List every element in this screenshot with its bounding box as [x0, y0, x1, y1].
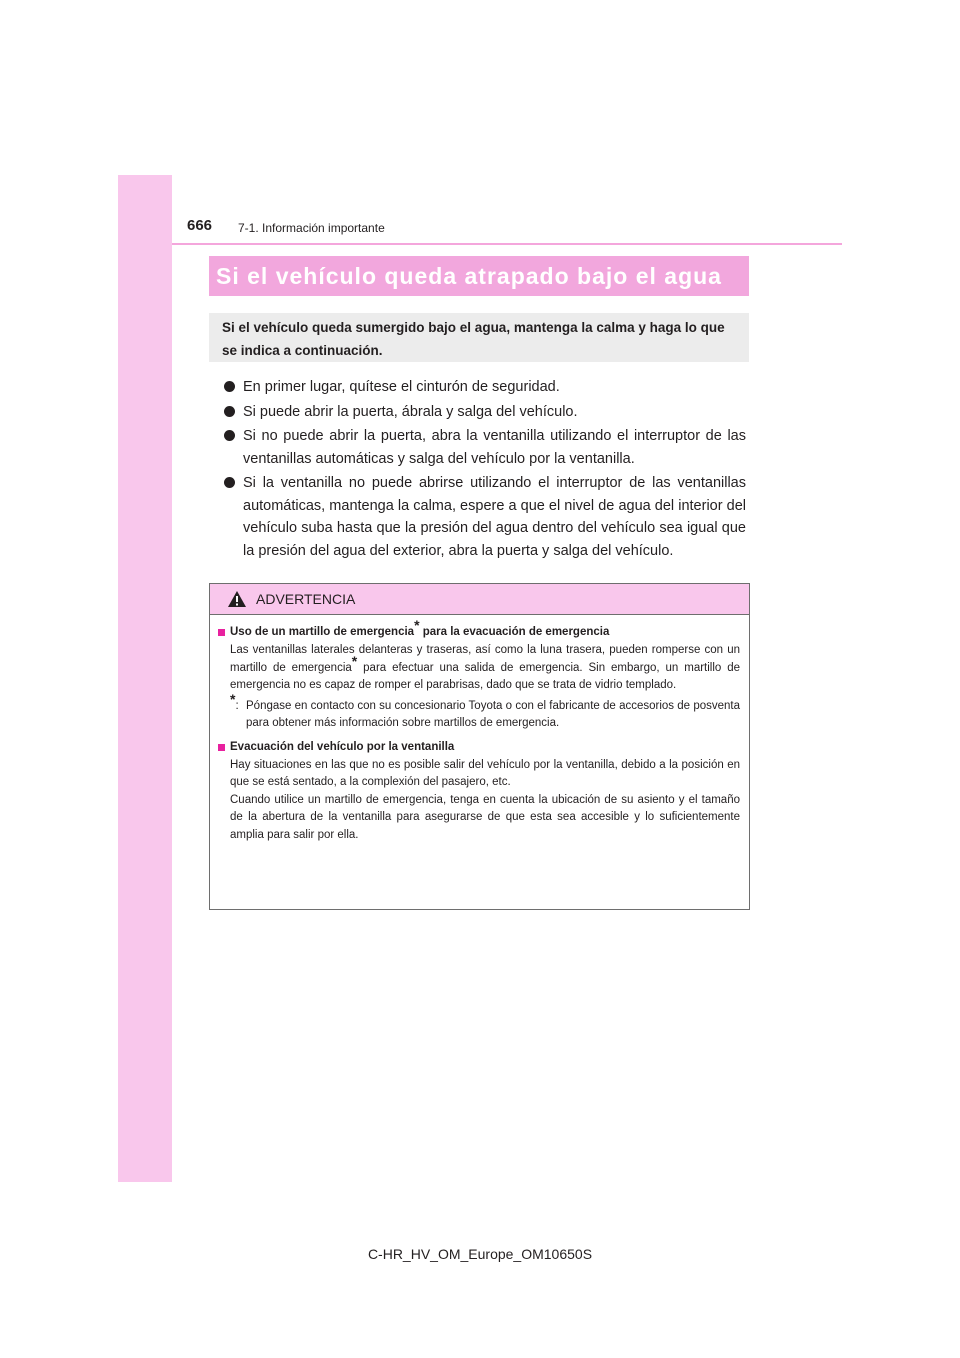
bullet-dot-icon [224, 381, 235, 392]
asterisk-mark: * [230, 690, 236, 707]
list-item-text: Si la ventanilla no puede abrirse utilizando el interruptor de las ventanillas automáticas, mantenga la calma, espere a que el nivel de agua del interior del vehículo suba hasta que la presión del agua dentro del vehículo sea igual que la presión del agua del exterior, abra la puerta y salga del vehículo. [243, 475, 746, 559]
instruction-list [221, 376, 746, 564]
side-tab-strip [118, 175, 172, 1182]
warning-paragraph [218, 642, 740, 695]
warning-heading [218, 738, 740, 757]
footnote-text: Póngase en contacto con su concesionario Toyota o con el fabricante de accesorios de posventa para obtener más información sobre martillos de emergencia. [246, 699, 740, 729]
intro-box [209, 313, 749, 362]
page-number: 666 [187, 217, 213, 234]
warning-header [210, 584, 749, 615]
warning-paragraph: Hay situaciones en las que no es posible salir del vehículo por la ventanilla, debido a la posición en que se está sentado, a la complexión del pasajero, etc. [230, 758, 740, 788]
footnote [218, 690, 740, 733]
list-item [221, 401, 746, 424]
list-item-text: En primer lugar, quítese el cinturón de seguridad. [243, 379, 560, 395]
warning-box [209, 583, 750, 910]
square-bullet-icon [218, 629, 225, 636]
section-label: 7-1. Información importante [238, 221, 385, 235]
paragraph-text: Las ventanillas laterales delanteras y traseras, así como la luna trasera, pueden romperse con un martillo de emergencia [230, 644, 740, 674]
footnote-label [230, 690, 239, 716]
bullet-dot-icon [224, 430, 235, 441]
warning-section-emergency-hammer [218, 617, 740, 733]
square-bullet-icon [218, 744, 225, 751]
warning-section-window-exit [218, 738, 740, 845]
paragraph-text-continued: para efectuar una salida de emergencia. Sin embargo, un martillo de emergencia no es capaz de romper el parabrisas, dado que se trata de vidrio templado. [230, 661, 740, 691]
warning-title: ADVERTENCIA [256, 591, 356, 607]
bullet-dot-icon [224, 406, 235, 417]
heading-text-continued: para la evacuación de emergencia [419, 626, 610, 638]
asterisk-mark: * [414, 617, 420, 634]
warning-heading [218, 617, 740, 642]
title-bar [209, 256, 749, 296]
intro-text: Si el vehículo queda sumergido bajo el agua, mantenga la calma y haga lo que se indica a continuación. [222, 320, 725, 358]
document-code: C-HR_HV_OM_Europe_OM10650S [367, 1246, 593, 1262]
header-divider [172, 243, 842, 245]
list-item-text: Si puede abrir la puerta, ábrala y salga del vehículo. [243, 403, 578, 420]
bullet-dot-icon [224, 477, 235, 488]
asterisk-mark: * [351, 652, 358, 669]
heading-text: Uso de un martillo de emergencia [230, 626, 415, 638]
list-item [221, 376, 746, 399]
warning-triangle-icon [227, 590, 247, 608]
footnote-colon: : [235, 699, 239, 712]
heading-text: Evacuación del vehículo por la ventanilla [230, 740, 455, 753]
warning-body [210, 615, 749, 844]
page-title: Si el vehículo queda atrapado bajo el agua [216, 263, 722, 289]
list-item-text: Si no puede abrir la puerta, abra la ventanilla utilizando el interruptor de las ventanillas automáticas y salga del vehículo por la ventanilla. [243, 428, 746, 467]
warning-paragraph: Cuando utilice un martillo de emergencia, tenga en cuenta la ubicación de su asiento y el tamaño de la abertura de la ventanilla para asegurarse de que esta sea accesible y lo suficientemente amplia para salir por ella. [230, 793, 740, 841]
list-item [221, 472, 746, 562]
list-item [221, 425, 746, 470]
